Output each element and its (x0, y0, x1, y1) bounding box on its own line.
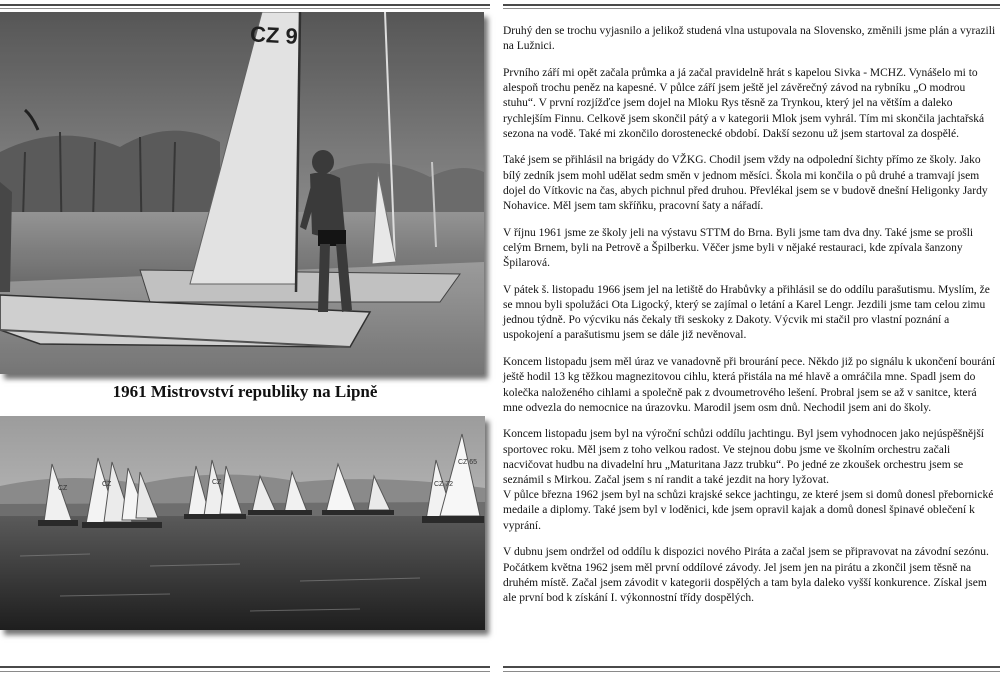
sail-mark-4: CZ 72 (434, 481, 454, 488)
paragraph: Také jsem se přihlásil na brigády do VŽKG. Chodil jsem vždy na odpolední šichty přímo ze školy. Jako bílý zedník jsem mohl udělat sedm směn v jednom měsíci. Škola mi končila o pů druhé a tramvají jsem dojel do Vítkovic na čas, abych pichnul před druhou. Převlékal jsem se v budově dnešní Heligonky Jardy Nohavice. Měl jsem tam skříňku, pracovní šaty a nářadí. (503, 154, 988, 213)
paragraph: Prvního září mi opět začala průmka a já začal pravidelně hrát s kapelou Sivka - MCHZ. Vynášelo mi to alespoň trochu peněz na kapesné. V půlce září jsem ještě jel závěrečný závod na rybníku „O modrou stuhu“. V první rozjížďce jsem dojel na Mloku Rys těsně za Trynkou, který jel na větším a daleko rychlejším Finnu. Celkově jsem skončil pátý a v kategorii Mlok jsem vyhrál. Tím mi skončila jachtařská sezona na vodě. Také mi zkončilo dorostenecké období. Dakší sezonu už jsem startoval za dospělé. (503, 66, 985, 140)
bottom-rule-left (0, 666, 490, 668)
paragraph: V půlce března 1962 jsem byl na schůzi krajské sekce jachtingu, ze které jsem si domů donesl přebornické medaile a diplomy. Také jsem byl v loděnici, kde jsem opravil kajak a domů donesl špinavé oblečení k vyprání. (503, 489, 994, 532)
regatta-photo (0, 416, 485, 630)
sail-mark-1: CZ (58, 485, 68, 492)
sail-mark-5: CZ 65 (458, 459, 478, 466)
bottom-rule-right-thin (503, 671, 1000, 672)
sail-mark-3: CZ (212, 479, 222, 486)
paragraph: Koncem listopadu jsem měl úraz ve vanadovně při brourání pece. Někdo již po signálu k ukončení bourání ještě hodil 13 kg těžkou magnezitovou cihlu, která přistála na mé hlavě a omráčila mne. Spadl jsem do kolečka naloženého cihlami a společně pak z dvoumetrového lešení. Probral jsem se až v sanitce, která mne odvezla do nemocnice na úrazovku. Marodil jsem osm dnů. Nechodil jsem ani do školy. (503, 356, 996, 414)
paragraph: V dubnu jsem ondržel od oddílu k dispozici nového Piráta a začal jsem se připravovat na závodní sezónu. Počátkem května 1962 jsem měl první oddílové závody. Jel jsem jen na pirátu a zkončil jsem těsně na druhém místě. Začal jsem závodit v kategorii dospělých a tam byla daleko vyšší konkurence. Získal jsem ale první bod k získání I. výkonnostní třídy dospělých. (503, 546, 989, 604)
bottom-rule-left-thin (0, 671, 490, 672)
article-text (503, 24, 996, 618)
top-rule-left (0, 4, 490, 6)
top-rule-right-thin (503, 8, 1000, 9)
paragraph: Druhý den se trochu vyjasnilo a jelikož studená vlna ustupovala na Slovensko, změnili jsme plán a vyrazili na Lužnici. (503, 25, 996, 53)
sail-number: CZ 9 (249, 21, 299, 49)
photo-caption: 1961 Mistrovství republiky na Lipně (112, 382, 378, 401)
sailboat-photo (0, 12, 484, 374)
sail-mark-2: CZ (102, 481, 112, 488)
paragraph: V pátek š. listopadu 1966 jsem jel na letiště do Hrabůvky a přihlásil se do oddílu parašutismu. Myslím, že se mnou byli spolužáci Ota Ligocký, který se zajímal o letání a Karel Lengr. Jezdili jsme tam celou zimu jednou týdně. Po výcviku nás čekaly tři seskoky z Dakoty. Výcvik mi stačil pro vlastní poznání a uspokojení a parašutismu jsem se dále již nevěnoval. (503, 283, 990, 342)
bottom-rule-right (503, 666, 1000, 668)
paragraph: Koncem listopadu jsem byl na výroční schůzi oddílu jachtingu. Byl jsem vyhodnocen jako nejúspěšnější sportovec roku. Měl jsem z toho velkou radost. Ve stejnou dobu jsme ve školním orchestru začali nacvičovat hudbu na divadelní hru „Maturitana Jazz trubku“. Po jedné ze zkoušek orchestru jsem se seznámil s Mirkou. Začal jsem s ní randit a také jezdit na hory lyžovat. (503, 428, 985, 487)
top-rule-left-thin (0, 8, 490, 9)
top-rule-right (503, 4, 1000, 6)
paragraph: V říjnu 1961 jsme ze školy jeli na výstavu STTM do Brna. Byli jsme tam dva dny. Také jsme se prošli celým Brnem, byli na Petrově a Špilberku. Věčer jsme byli v nějaké restauraci, kde zpívala šanzony Špilarová. (503, 226, 974, 270)
